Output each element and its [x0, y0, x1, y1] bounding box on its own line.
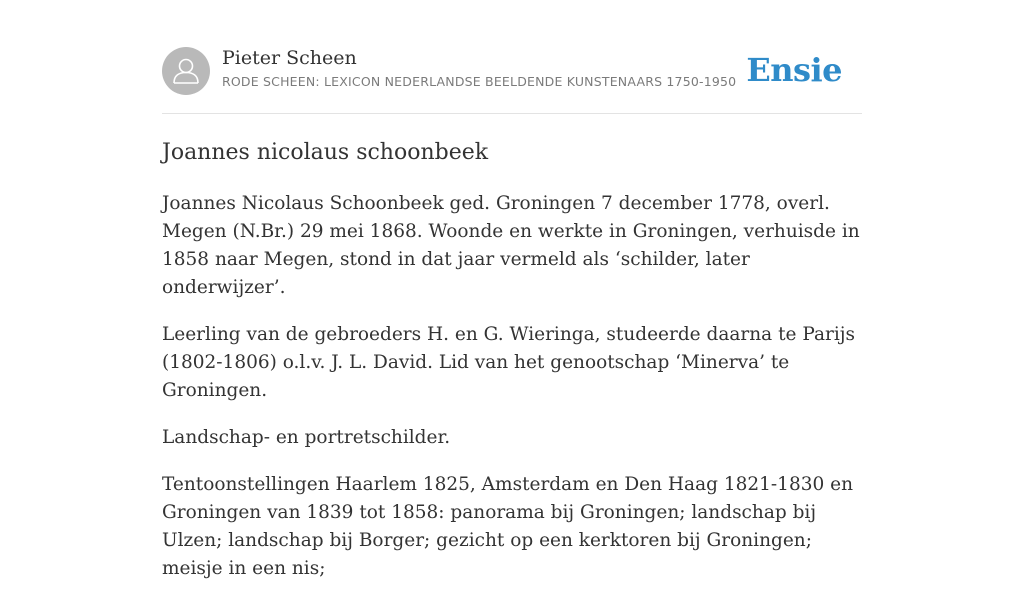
article-header	[162, 46, 862, 96]
paragraph-exhibitions: Tentoonstellingen Haarlem 1825, Amsterdam en Den Haag 1821-1830 en Groningen van 1839 tot 1858: panorama bij Groningen; landschap bij Ulzen; landschap bij Borger; gezicht op een kerktoren bij Groningen; meisje in een nis;	[162, 474, 853, 579]
author-name[interactable]: Pieter Scheen	[222, 47, 357, 69]
paragraph-biography: Joannes Nicolaus Schoonbeek ged. Groningen 7 december 1778, overl. Megen (N.Br.) 29 mei 1868. Woonde en werkte in Groningen, verhuisde in 1858 naar Megen, stond in dat jaar vermeld als ‘schilder, later onderwijzer’.	[162, 193, 860, 298]
paragraph-education: Leerling van de gebroeders H. en G. Wieringa, studeerde daarna te Parijs (1802-1806) o.l.v. J. L. David. Lid van het genootschap ‘Minerva’ te Groningen.	[162, 324, 855, 401]
article-body	[162, 190, 862, 602]
user-icon	[162, 47, 210, 95]
paragraph-genre: Landschap- en portretschilder.	[162, 427, 451, 448]
page-title: Joannes nicolaus schoonbeek	[162, 140, 489, 165]
source-title[interactable]: RODE SCHEEN: LEXICON NEDERLANDSE BEELDENDE KUNSTENAARS 1750-1950	[222, 74, 737, 89]
brand-logo[interactable]: Ensie	[746, 51, 842, 89]
header-divider	[162, 113, 862, 114]
author-avatar[interactable]	[162, 47, 210, 95]
